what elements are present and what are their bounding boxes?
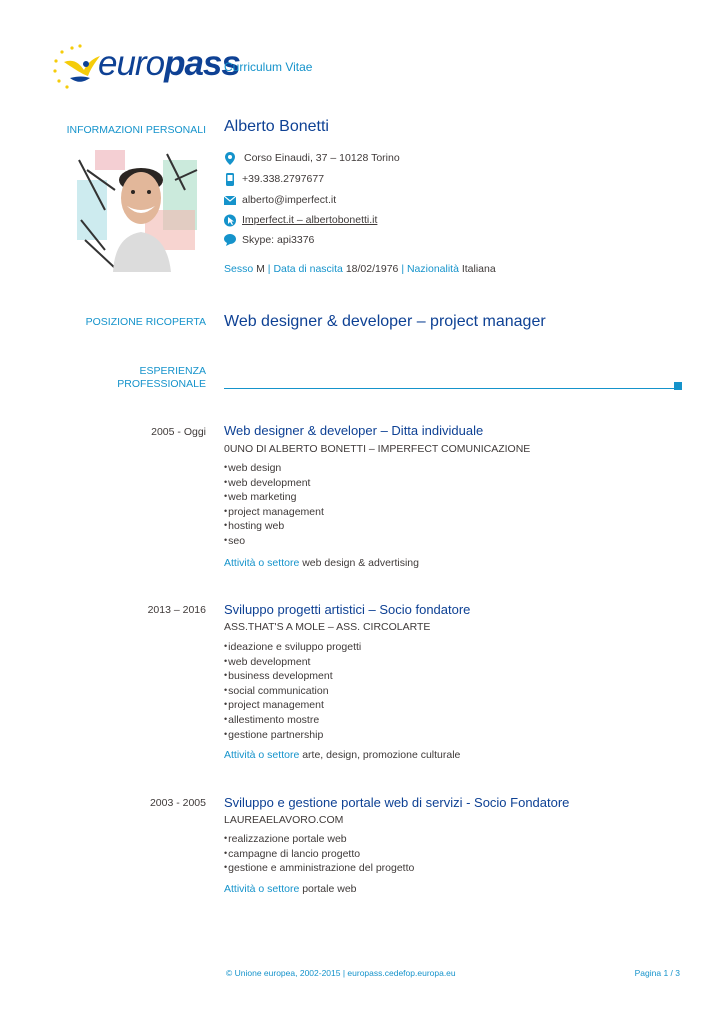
job-sector	[224, 749, 460, 761]
sector-value: arte, design, promozione culturale	[302, 749, 461, 761]
sector-label: Attività o settore	[224, 557, 300, 569]
skype-text: Skype: api3376	[242, 234, 315, 246]
job-title: Web designer & developer – Ditta individuale	[224, 423, 484, 438]
list-item: • allestimento mostre	[224, 713, 361, 728]
experience-label-line1: ESPERIENZA	[139, 365, 206, 377]
contact-website[interactable]	[224, 213, 377, 227]
list-item: • ideazione e sviluppo progetti	[224, 640, 361, 655]
logo-text-bold: pass	[164, 44, 240, 83]
contact-email[interactable]	[224, 193, 336, 207]
contact-phone	[224, 172, 324, 186]
list-item: • web development	[224, 655, 361, 670]
page-number: Pagina 1 / 3	[634, 968, 680, 978]
personal-details: Sesso M | Data di nascita 18/02/1976 | Nazionalità Italiana	[224, 263, 496, 275]
job-title: Sviluppo e gestione portale web di servizi - Socio Fondatore	[224, 795, 570, 810]
chat-bubble-icon	[224, 233, 236, 247]
section-label-position: POSIZIONE RICOPERTA	[85, 316, 206, 328]
list-item: • seo	[224, 534, 324, 549]
list-item: • web marketing	[224, 490, 324, 505]
sector-value: web design & advertising	[302, 557, 419, 569]
job-dates: 2013 – 2016	[147, 604, 206, 616]
job-sector	[224, 557, 419, 569]
position-title: Web designer & developer – project manager	[224, 313, 546, 330]
contact-skype	[224, 233, 314, 247]
logo-text-thin: euro	[98, 44, 165, 83]
list-item: • social communication	[224, 684, 361, 699]
sex-label: Sesso	[224, 263, 254, 275]
location-pin-icon	[224, 151, 236, 165]
list-item: • campagne di lancio progetto	[224, 847, 414, 862]
contact-address	[224, 151, 400, 165]
job-duties-list	[224, 461, 324, 549]
job-title: Sviluppo progetti artistici – Socio fondatore	[224, 602, 471, 617]
nationality-label: Nazionalità	[406, 263, 459, 275]
list-item: • hosting web	[224, 519, 324, 534]
sex-value: M	[256, 263, 265, 275]
list-item: • web design	[224, 461, 324, 476]
section-divider-square	[674, 382, 682, 390]
envelope-icon	[224, 193, 236, 207]
mobile-phone-icon	[224, 172, 236, 186]
job-sector	[224, 883, 357, 895]
phone-text: +39.338.2797677	[242, 173, 325, 185]
job-duties-list	[224, 640, 361, 742]
website-link[interactable]: Imperfect.it – albertobonetti.it	[242, 214, 378, 226]
list-item: • business development	[224, 669, 361, 684]
job-employer: LAUREAELAVORO.COM	[224, 814, 344, 826]
list-item: • project management	[224, 505, 324, 520]
sector-label: Attività o settore	[224, 749, 300, 761]
experience-label-line2: PROFESSIONALE	[117, 378, 206, 390]
job-employer: ASS.THAT'S A MOLE – ASS. CIRCOLARTE	[224, 621, 431, 633]
document-type: Curriculum Vitae	[224, 60, 313, 74]
footer-copyright: © Unione europea, 2002-2015 | europass.cedefop.europa.eu	[226, 968, 456, 978]
sector-value: portale web	[302, 883, 357, 895]
email-text[interactable]: alberto@imperfect.it	[242, 194, 337, 206]
section-label-experience	[50, 365, 206, 391]
list-item: • gestione partnership	[224, 728, 361, 743]
job-employer: 0UNO DI ALBERTO BONETTI – IMPERFECT COMUNICAZIONE	[224, 443, 531, 455]
job-dates: 2003 - 2005	[149, 797, 206, 809]
list-item: • gestione e amministrazione del progetto	[224, 861, 414, 876]
section-divider-line	[224, 388, 674, 389]
address-text: Corso Einaudi, 37 – 10128 Torino	[244, 152, 400, 164]
list-item: • project management	[224, 698, 361, 713]
list-item: • realizzazione portale web	[224, 832, 414, 847]
birth-label: Data di nascita	[273, 263, 343, 275]
list-item: • web development	[224, 476, 324, 491]
person-name: Alberto Bonetti	[224, 118, 329, 135]
job-dates: 2005 - Oggi	[151, 426, 206, 438]
figure-icon	[64, 56, 100, 76]
nationality-value: Italiana	[461, 263, 496, 275]
europass-wordmark	[98, 44, 240, 84]
job-duties-list	[224, 832, 414, 876]
section-label-personal: INFORMAZIONI PERSONALI	[66, 124, 206, 136]
profile-photo	[75, 150, 199, 272]
birth-value: 18/02/1976	[345, 263, 399, 275]
sector-label: Attività o settore	[224, 883, 300, 895]
mouse-pointer-icon	[224, 213, 236, 227]
